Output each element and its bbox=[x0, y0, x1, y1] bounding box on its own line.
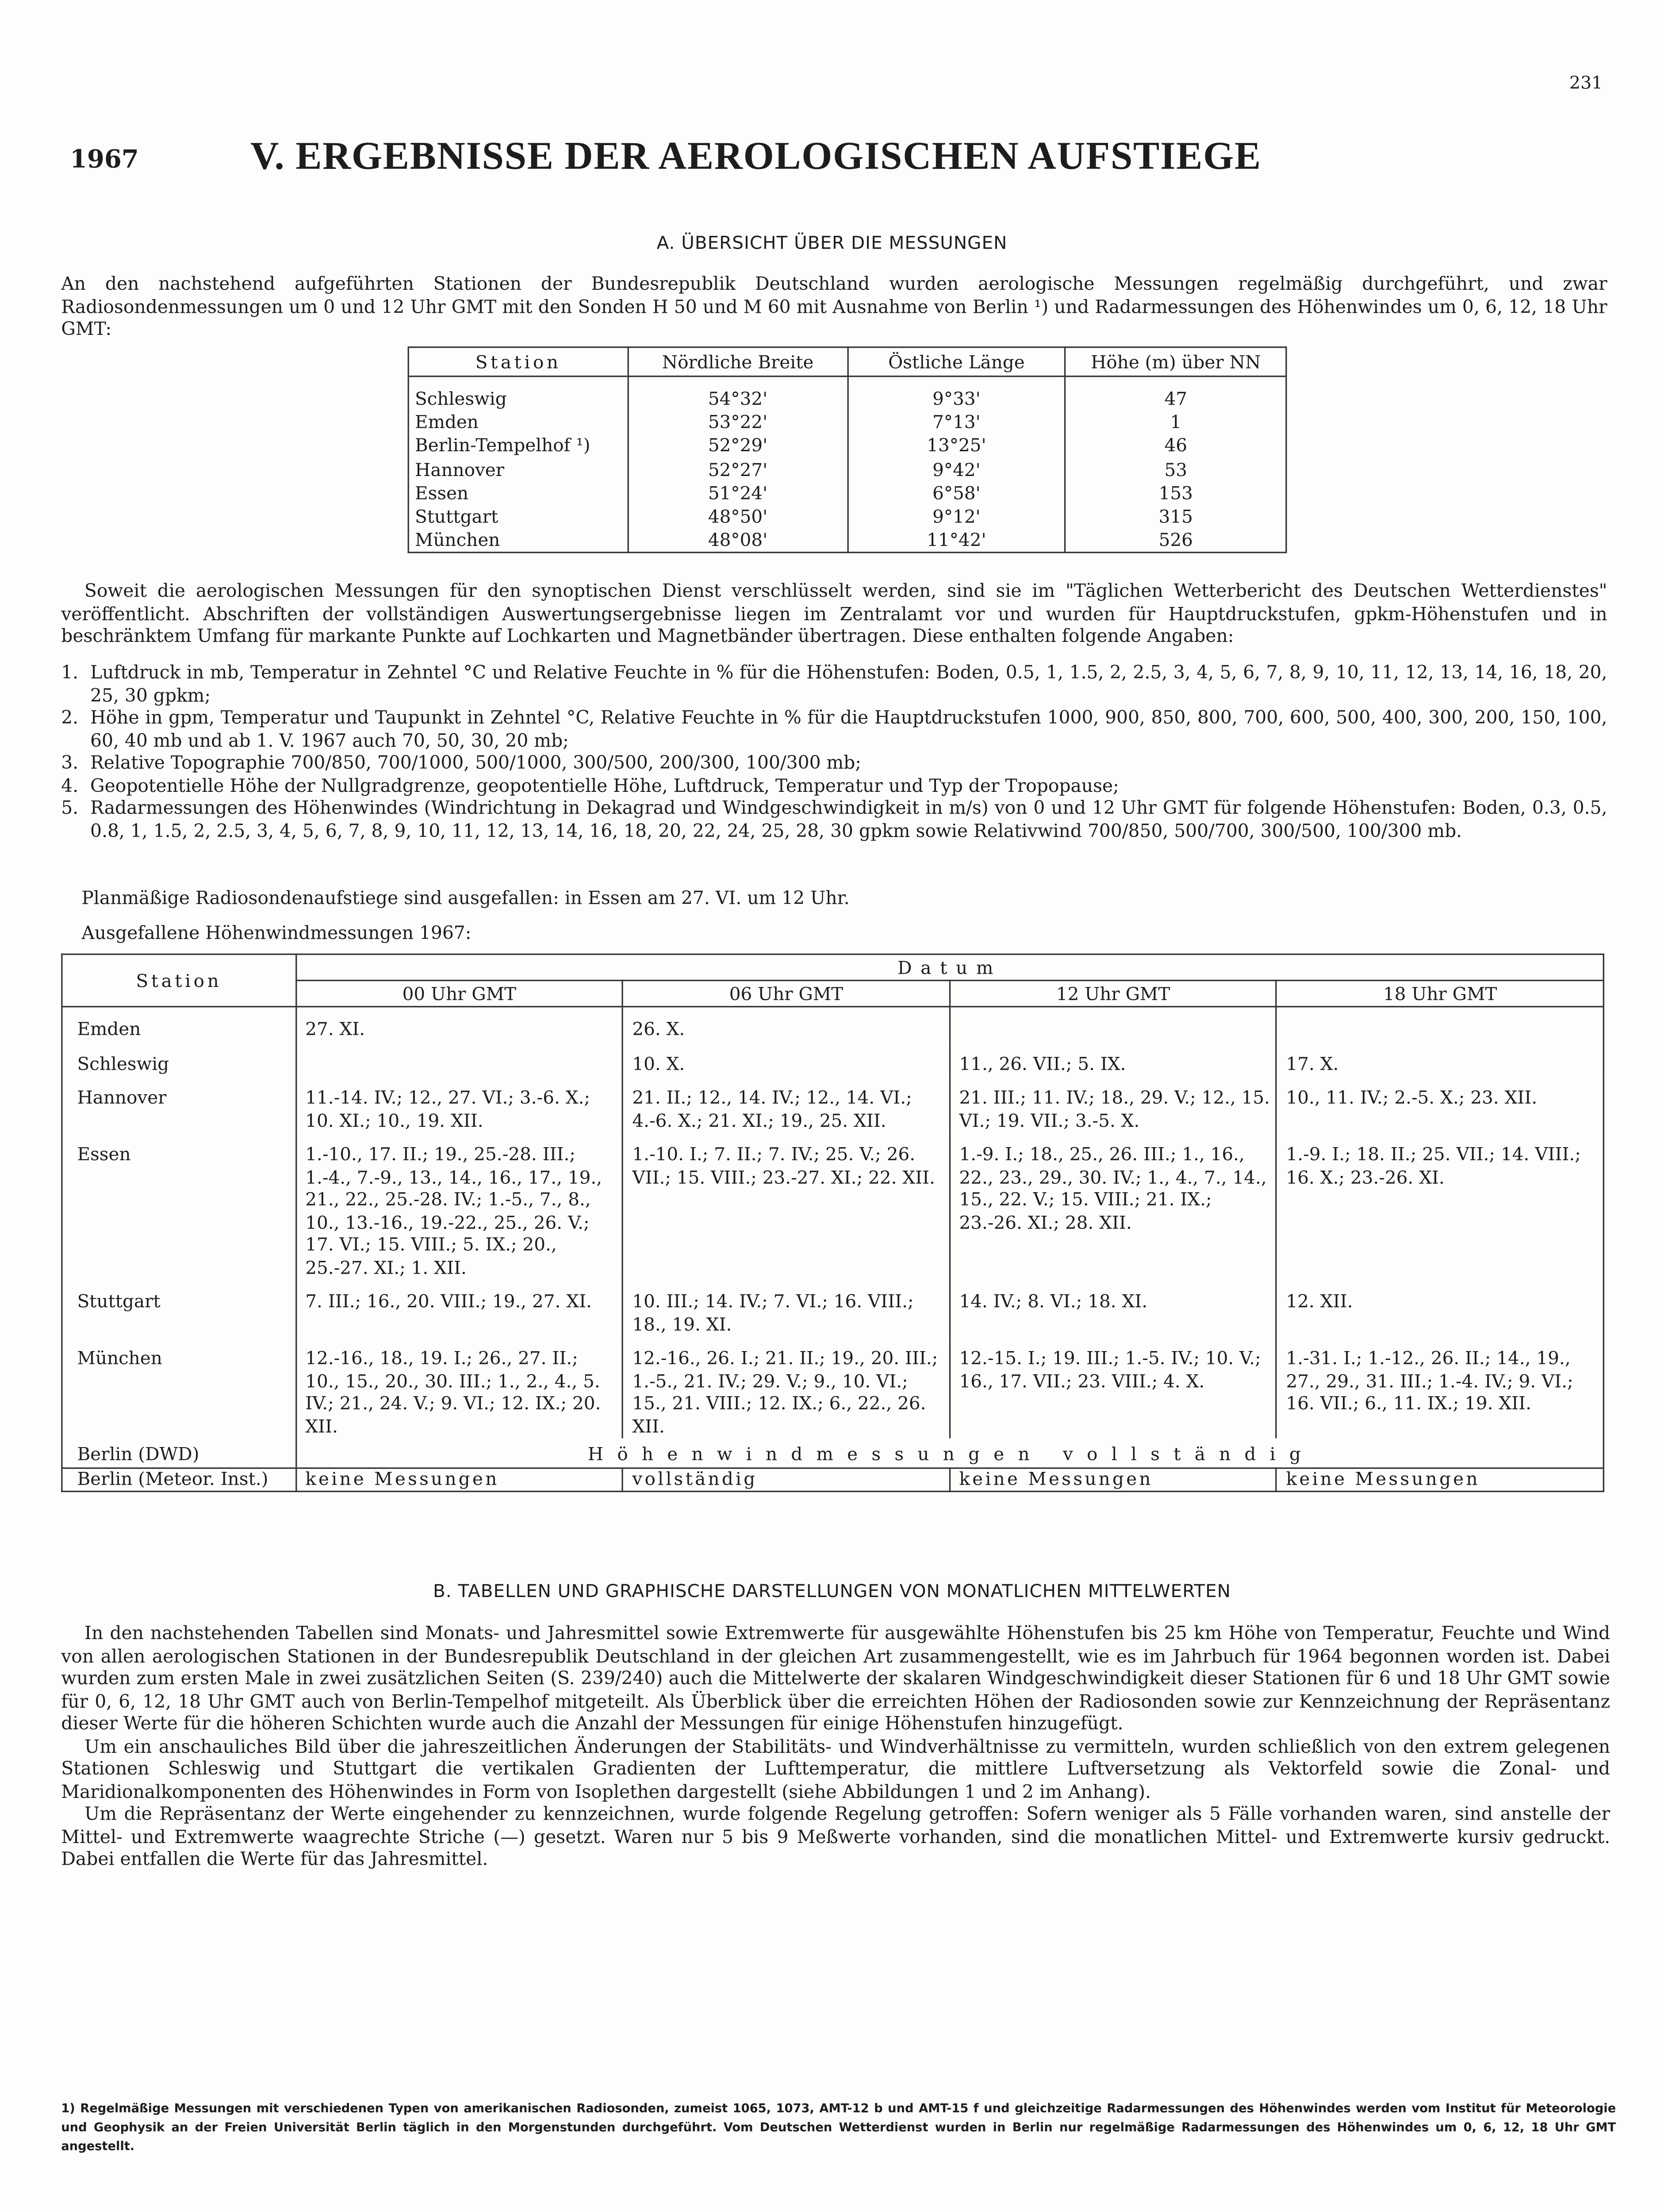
latitude-value: 48°08' bbox=[628, 529, 847, 553]
station-row bbox=[408, 411, 1286, 434]
station-name: Essen bbox=[408, 482, 628, 505]
station-row bbox=[408, 376, 1286, 411]
failure-dates: 10. III.; 14. IV.; 7. VI.; 16. VIII.; 18., 19. XI. bbox=[623, 1279, 950, 1336]
list-number: 4. bbox=[61, 773, 79, 796]
paragraph-encoding: Soweit die aerologischen Messungen für den synoptischen Dienst verschlüsselt werden, sind sie im "Täglichen Wetterbericht des Deutschen Wetterdienstes" veröffentlicht. Abschriften der vollständigen Auswertungsergebnisse liegen im Zentralamt vor und wurden für Hauptdruckstufen, gpkm-Höhenstufen und in beschränktem Umfang für markante Punkte auf Lochkarten und Magnetbänder übertragen. Diese enthalten folgende Angaben: bbox=[61, 579, 1607, 647]
failure-dates: 26. X. bbox=[623, 1006, 950, 1041]
failure-dates: 1.-10., 17. II.; 19., 25.-28. III.; 1.-4., 7.-9., 13., 14., 16., 17., 19., 21., 22., 25.-28. IV.; 1.-5., 7., 8., 10., 13.-16., 19.-22., 25., 26. V.; 17. VI.; 15. VIII.; 5. IX.; 20., 25.-27. XI.; 1. XII. bbox=[296, 1133, 623, 1279]
list-text: Relative Topographie 700/850, 700/1000, 500/1000, 300/500, 200/300, 100/300 mb; bbox=[90, 751, 862, 773]
latitude-value: 54°32' bbox=[628, 376, 847, 411]
failed-heading: Ausgefallene Höhenwindmessungen 1967: bbox=[81, 921, 472, 944]
page-number: 231 bbox=[1569, 73, 1603, 93]
altitude-value: 1 bbox=[1066, 411, 1286, 434]
latitude-value: 52°29' bbox=[628, 434, 847, 458]
table-row bbox=[62, 1438, 1603, 1467]
latitude-value: 53°22' bbox=[628, 411, 847, 434]
footnote-text: 1) Regelmäßige Messungen mit verschiedenen Typen von amerikanischen Radiosonden, zumeist 1065, 1073, AMT-12 b und AMT-15 f und gleichzeitige Radarmessungen des Höhenwindes werden vom Institut für Meteorologie und Geophysik an der Freien Universität Berlin täglich in den Morgenstunden durchgeführt. Vom Deutschen Wetterdienst wurden in Berlin nur regelmäßige Radarmessungen des Höhenwindes um 0, 6, 12, 18 Uhr GMT angestellt. bbox=[61, 2101, 1616, 2153]
wind-station-name: Stuttgart bbox=[62, 1279, 296, 1336]
station-table bbox=[408, 346, 1287, 554]
time-header-18: 18 Uhr GMT bbox=[1277, 980, 1603, 1006]
footnote bbox=[61, 2099, 1616, 2156]
failure-dates: 1.-10. I.; 7. II.; 7. IV.; 25. V.; 26. VII.; 15. VIII.; 23.-27. XI.; 22. XII. bbox=[623, 1133, 950, 1279]
wind-station-name: Emden bbox=[62, 1006, 296, 1041]
table-row bbox=[62, 1076, 1603, 1133]
altitude-header: Höhe (m) über NN bbox=[1066, 347, 1286, 376]
list-item bbox=[61, 796, 1607, 841]
wind-station-name: Berlin (DWD) bbox=[62, 1438, 296, 1467]
failure-dates: 12.-16., 18., 19. I.; 26., 27. II.; 10., 15., 20., 30. III.; 1., 2., 4., 5. IV.; 21., 24. V.; 9. VI.; 12. IX.; 20. XII. bbox=[296, 1336, 623, 1438]
station-row bbox=[408, 434, 1286, 458]
longitude-value: 7°13' bbox=[847, 411, 1066, 434]
page-title: V. ERGEBNISSE DER AEROLOGISCHEN AUFSTIEGE bbox=[250, 134, 1261, 178]
list-item bbox=[61, 661, 1607, 706]
wind-table bbox=[61, 953, 1604, 1492]
longitude-value: 6°58' bbox=[847, 482, 1066, 505]
intro-paragraph: An den nachstehend aufgeführten Stationen der Bundesrepublik Deutschland wurden aerologische Messungen regelmäßig durchgeführt, und zwar Radiosondenmessungen um 0 und 12 Uhr GMT mit den Sonden H 50 und M 60 mit Ausnahme von Berlin ¹) und Radarmessungen des Höhenwindes um 0, 6, 12, 18 Uhr GMT: bbox=[61, 272, 1607, 339]
failure-dates: 11.-14. IV.; 12., 27. VI.; 3.-6. X.; 10. XI.; 10., 19. XII. bbox=[296, 1076, 623, 1133]
latitude-header: Nördliche Breite bbox=[628, 347, 847, 376]
section-a-heading: A. ÜBERSICHT ÜBER DIE MESSUNGEN bbox=[656, 233, 1008, 253]
longitude-value: 13°25' bbox=[847, 434, 1066, 458]
station-row bbox=[408, 529, 1286, 553]
failure-dates: 21. III.; 11. IV.; 18., 29. V.; 12., 15. VI.; 19. VII.; 3.-5. X. bbox=[950, 1076, 1277, 1133]
failure-dates bbox=[1277, 1006, 1603, 1041]
list-text: Geopotentielle Höhe der Nullgradgrenze, geopotentielle Höhe, Luftdruck, Temperatur und Typ der Tropopause; bbox=[90, 773, 1119, 796]
section-b-paragraph: Um die Repräsentanz der Werte eingehender zu kennzeichnen, wurde folgende Regelung getroffen: Sofern weniger als 5 Fälle vorhanden waren, sind anstelle der Mittel- und Extremwerte waagrechte Striche (—) gesetzt. Waren nur 5 bis 9 Meßwerte vorhanden, sind die monatlichen Mittel- und Extremwerte kursiv gedruckt. Dabei entfallen die Werte für das Jahresmittel. bbox=[61, 1802, 1610, 1870]
table-row bbox=[62, 1133, 1603, 1279]
list-item bbox=[61, 706, 1607, 751]
time-header-12: 12 Uhr GMT bbox=[950, 980, 1277, 1006]
list-text: Höhe in gpm, Temperatur und Taupunkt in Zehntel °C, Relative Feuchte in % für die Hauptdruckstufen 1000, 900, 850, 800, 700, 600, 500, 400, 300, 200, 150, 100, 60, 40 mb und ab 1. V. 1967 auch 70, 50, 30, 20 mb; bbox=[90, 706, 1607, 751]
table-row bbox=[62, 1006, 1603, 1041]
list-number: 3. bbox=[61, 751, 79, 773]
list-text: Radarmessungen des Höhenwindes (Windrichtung in Dekagrad und Windgeschwindigkeit in m/s) von 0 und 12 Uhr GMT für folgende Höhenstufen: Boden, 0.3, 0.5, 0.8, 1, 1.5, 2, 2.5, 3, 4, 5, 6, 7, 8, 9, 10, 11, 12, 13, 14, 16, 18, 20, 22, 24, 25, 28, 30 gpkm sowie Relativwind 700/850, 500/700, 300/500, 100/300 mb. bbox=[90, 796, 1607, 841]
wind-station-name: Hannover bbox=[62, 1076, 296, 1133]
failure-dates: 12.-15. I.; 19. III.; 1.-5. IV.; 10. V.; 16., 17. VII.; 23. VIII.; 4. X. bbox=[950, 1336, 1277, 1438]
list-text: Luftdruck in mb, Temperatur in Zehntel °C und Relative Feuchte in % für die Höhenstufen: Boden, 0.5, 1, 1.5, 2, 2.5, 3, 4, 5, 6, 7, 8, 9, 10, 11, 12, 13, 14, 16, 18, 20, 25, 30 gpkm; bbox=[90, 661, 1607, 706]
datum-header: Datum bbox=[296, 954, 1604, 980]
list-number: 1. bbox=[61, 661, 79, 683]
latitude-value: 48°50' bbox=[628, 505, 847, 529]
section-b-heading: B. TABELLEN UND GRAPHISCHE DARSTELLUNGEN VON MONATLICHEN MITTELWERTEN bbox=[433, 1581, 1231, 1601]
list-number: 2. bbox=[61, 706, 79, 728]
station-header: Station bbox=[408, 347, 628, 376]
altitude-value: 47 bbox=[1066, 376, 1286, 411]
failure-dates bbox=[950, 1006, 1277, 1041]
altitude-value: 46 bbox=[1066, 434, 1286, 458]
planned-note: Planmäßige Radiosondenaufstiege sind ausgefallen: in Essen am 27. VI. um 12 Uhr. bbox=[81, 886, 850, 909]
failure-dates: 12. XII. bbox=[1277, 1279, 1603, 1336]
station-row bbox=[408, 482, 1286, 505]
year-label: 1967 bbox=[69, 146, 139, 175]
failure-dates: 1.-9. I.; 18. II.; 25. VII.; 14. VIII.; 16. X.; 23.-26. XI. bbox=[1277, 1133, 1603, 1279]
failure-dates: 1.-9. I.; 18., 25., 26. III.; 1., 16., 22., 23., 29., 30. IV.; 1., 4., 7., 14., 15., 22. V.; 15. VIII.; 21. IX.; 23.-26. XI.; 28. XII. bbox=[950, 1133, 1277, 1279]
berlin-meteor-status: keine Messungen bbox=[950, 1467, 1277, 1491]
failure-dates: 11., 26. VII.; 5. IX. bbox=[950, 1041, 1277, 1075]
berlin-meteor-status: keine Messungen bbox=[1277, 1467, 1603, 1491]
wind-station-name: München bbox=[62, 1336, 296, 1438]
wind-station-name: Essen bbox=[62, 1133, 296, 1279]
wind-station-name: Berlin (Meteor. Inst.) bbox=[62, 1467, 296, 1491]
station-row bbox=[408, 458, 1286, 481]
station-row bbox=[408, 505, 1286, 529]
table-row bbox=[62, 1467, 1603, 1491]
longitude-value: 9°12' bbox=[847, 505, 1066, 529]
longitude-header: Östliche Länge bbox=[847, 347, 1066, 376]
longitude-value: 9°33' bbox=[847, 376, 1066, 411]
failure-dates: 7. III.; 16., 20. VIII.; 19., 27. XI. bbox=[296, 1279, 623, 1336]
section-b-text bbox=[61, 1622, 1610, 1870]
longitude-value: 11°42' bbox=[847, 529, 1066, 553]
berlin-dwd-status: Höhenwindmessungen vollständig bbox=[296, 1438, 1604, 1467]
station-name: München bbox=[408, 529, 628, 553]
berlin-meteor-status: vollständig bbox=[623, 1467, 950, 1491]
station-name: Emden bbox=[408, 411, 628, 434]
wind-station-header: Station bbox=[62, 954, 296, 1006]
longitude-value: 9°42' bbox=[847, 458, 1066, 481]
section-b-paragraph: In den nachstehenden Tabellen sind Monats- und Jahresmittel sowie Extremwerte für ausgewählte Höhenstufen bis 25 km Höhe von Temperatur, Feuchte und Wind von allen aerologischen Stationen in der Bundesrepublik Deutschland in der gleichen Art zusammengestellt, wie es im Jahrbuch für 1964 begonnen worden ist. Dabei wurden zum ersten Male in zwei zusätzlichen Seiten (S. 239/240) auch die Mittelwerte der skalaren Windgeschwindigkeit dieser Stationen für 6 und 18 Uhr GMT sowie für 0, 6, 12, 18 Uhr GMT auch von Berlin-Tempelhof mitgeteilt. Als Überblick über die erreichten Höhen der Radiosonden sowie zur Kennzeichnung der Repräsentanz dieser Werte für die höheren Schichten wurde auch die Anzahl der Messungen für einige Höhenstufen hinzugefügt. bbox=[61, 1621, 1610, 1734]
failure-dates: 12.-16., 26. I.; 21. II.; 19., 20. III.; 1.-5., 21. IV.; 29. V.; 9., 10. VI.; 15., 21. VIII.; 12. IX.; 6., 22., 26. XII. bbox=[623, 1336, 950, 1438]
failure-dates: 10. X. bbox=[623, 1041, 950, 1075]
failure-dates: 1.-31. I.; 1.-12., 26. II.; 14., 19., 27., 29., 31. III.; 1.-4. IV.; 9. VI.; 16. VII.; 6., 11. IX.; 19. XII. bbox=[1277, 1336, 1603, 1438]
list-item bbox=[61, 751, 1607, 774]
list-item bbox=[61, 774, 1607, 796]
failure-dates: 10., 11. IV.; 2.-5. X.; 23. XII. bbox=[1277, 1076, 1603, 1133]
wind-station-name: Schleswig bbox=[62, 1041, 296, 1075]
section-b-paragraph: Um ein anschauliches Bild über die jahreszeitlichen Änderungen der Stabilitäts- und Windverhältnisse zu vermitteln, wurden schließlich von den extrem gelegenen Stationen Schleswig und Stuttgart die vertikalen Gradienten der Lufttemperatur, die mittlere Luftversetzung als Vektorfeld sowie die Zonal- und Maridionalkomponenten des Höhenwindes in Form von Isoplethen dargestellt (siehe Abbildungen 1 und 2 im Anhang). bbox=[61, 1734, 1610, 1802]
altitude-value: 153 bbox=[1066, 482, 1286, 505]
altitude-value: 526 bbox=[1066, 529, 1286, 553]
time-header-00: 00 Uhr GMT bbox=[296, 980, 623, 1006]
latitude-value: 52°27' bbox=[628, 458, 847, 481]
altitude-value: 315 bbox=[1066, 505, 1286, 529]
list-number: 5. bbox=[61, 796, 79, 818]
latitude-value: 51°24' bbox=[628, 482, 847, 505]
failure-dates: 21. II.; 12., 14. IV.; 12., 14. VI.; 4.-6. X.; 21. XI.; 19., 25. XII. bbox=[623, 1076, 950, 1133]
data-list bbox=[61, 661, 1607, 841]
station-name: Berlin-Tempelhof ¹) bbox=[408, 434, 628, 458]
time-header-06: 06 Uhr GMT bbox=[623, 980, 950, 1006]
station-name: Hannover bbox=[408, 458, 628, 481]
table-row bbox=[62, 1336, 1603, 1438]
altitude-value: 53 bbox=[1066, 458, 1286, 481]
failure-dates: 27. XI. bbox=[296, 1006, 623, 1041]
table-row bbox=[62, 1041, 1603, 1075]
failure-dates: 17. X. bbox=[1277, 1041, 1603, 1075]
station-name: Schleswig bbox=[408, 376, 628, 411]
berlin-meteor-status: keine Messungen bbox=[296, 1467, 623, 1491]
failure-dates: 14. IV.; 8. VI.; 18. XI. bbox=[950, 1279, 1277, 1336]
failure-dates bbox=[296, 1041, 623, 1075]
table-row bbox=[62, 1279, 1603, 1336]
station-name: Stuttgart bbox=[408, 505, 628, 529]
